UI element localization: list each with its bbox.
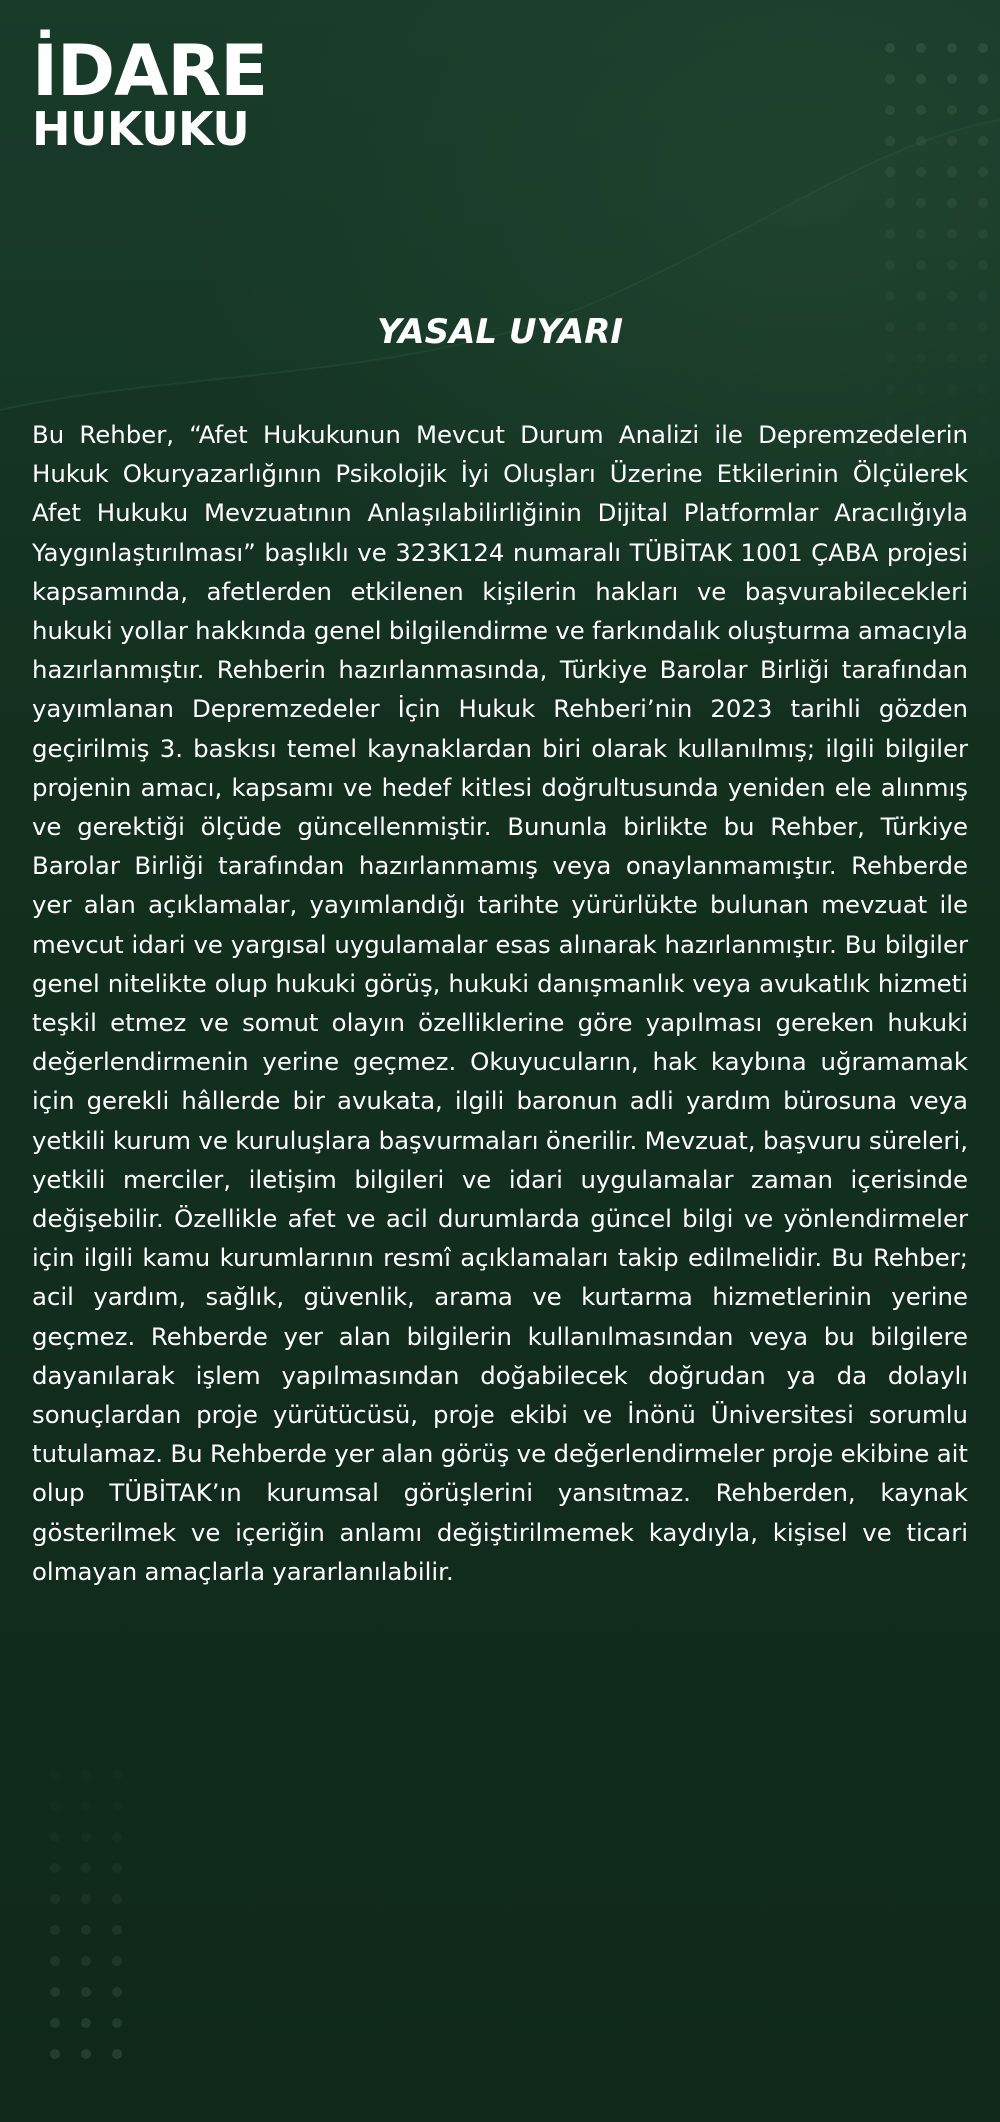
- decorative-dot: [112, 1770, 122, 1780]
- decorative-dot: [112, 1894, 122, 1904]
- decorative-dot: [916, 167, 926, 177]
- decorative-dot: [947, 291, 957, 301]
- decorative-dot: [112, 2018, 122, 2028]
- decorative-dot: [978, 43, 988, 53]
- decorative-dot: [916, 43, 926, 53]
- decorative-dot: [947, 353, 957, 363]
- dot-grid-bottom-left: [50, 1770, 122, 2059]
- decorative-dot: [112, 1832, 122, 1842]
- decorative-dot: [978, 446, 988, 456]
- decorative-dot: [112, 1863, 122, 1873]
- decorative-dot: [81, 1801, 91, 1811]
- decorative-dot: [916, 105, 926, 115]
- decorative-dot: [947, 167, 957, 177]
- decorative-dot: [885, 136, 895, 146]
- decorative-dot: [50, 2049, 60, 2059]
- disclaimer-paragraph: Bu Rehber, “Afet Hukukunun Mevcut Durum Analizi ile Depremzedelerin Hukuk Okuryazarlığının Psikolojik İyi Oluşları Üzerine Etkilerinin Ölçülerek Afet Hukuku Mevzuatının Anlaşılabilirliğinin Dijital Platformlar Aracılığıyla Yaygınlaştırılması” başlıklı ve 323K124 numaralı TÜBİTAK 1001 ÇABA projesi kapsamında, afetlerden etkilenen kişilerin hakları ve başvurabilecekleri hukuki yollar hakkında genel bilgilendirme ve farkındalık oluşturma amacıyla hazırlanmıştır. Rehberin hazırlanmasında, Türkiye Barolar Birliği tarafından yayımlanan Depremzedeler İçin Hukuk Rehberi’nin 2023 tarihli gözden geçirilmiş 3. baskısı temel kaynaklardan biri olarak kullanılmış; ilgili bilgiler projenin amacı, kapsamı ve hedef kitlesi doğrultusunda yeniden ele alınmış ve gerektiği ölçüde güncellenmiştir. Bununla birlikte bu Rehber, Türkiye Barolar Birliği tarafından hazırlanmamış veya onaylanmamıştır. Rehberde yer alan açıklamalar, yayımlandığı tarihte yürürlükte bulunan mevzuat ile mevcut idari ve yargısal uygulamalar esas alınarak hazırlanmıştır. Bu bilgiler genel nitelikte olup hukuki görüş, hukuki danışmanlık veya avukatlık hizmeti teşkil etmez ve somut olayın özelliklerine göre yapılması gereken hukuki değerlendirmenin yerine geçmez. Okuyucuların, hak kaybına uğramamak için gerekli hâllerde bir avukata, ilgili baronun adli yardım bürosuna veya yetkili kurum ve kuruluşlara başvurmaları önerilir. Mevzuat, başvuru süreleri, yetkili merciler, iletişim bilgileri ve idari uygulamalar zaman içerisinde değişebilir. Özellikle afet ve acil durumlarda güncel bilgi ve yönlendirmeler için ilgili kamu kurumlarının resmî açıklamaları takip edilmelidir. Bu Rehber; acil yardım, sağlık, güvenlik, arama ve kurtarma hizmetlerinin yerine geçmez. Rehberde yer alan bilgilerin kullanılmasından veya bu bilgilere dayanılarak işlem yapılmasından doğabilecek doğrudan ya da dolaylı sonuçlardan proje yürütücüsü, proje ekibi ve İnönü Üniversitesi sorumlu tutulamaz. Bu Rehberde yer alan görüş ve değerlendirmeler proje ekibine ait olup TÜBİTAK’ın kurumsal görüşlerini yansıtmaz. Rehberden, kaynak gösterilmek ve içeriğin anlamı değiştirilmemek kaydıyla, kişisel ve ticari olmayan amaçlarla yararlanılabilir.: [32, 420, 968, 1586]
- decorative-dot: [916, 74, 926, 84]
- decorative-dot: [50, 1925, 60, 1935]
- decorative-dot: [947, 105, 957, 115]
- decorative-dot: [885, 229, 895, 239]
- decorative-dot: [916, 136, 926, 146]
- decorative-dot: [978, 105, 988, 115]
- decorative-dot: [885, 105, 895, 115]
- decorative-dot: [885, 43, 895, 53]
- decorative-dot: [947, 43, 957, 53]
- decorative-dot: [885, 167, 895, 177]
- decorative-dot: [978, 136, 988, 146]
- decorative-dot: [81, 1894, 91, 1904]
- decorative-dot: [81, 1987, 91, 1997]
- decorative-dot: [81, 2018, 91, 2028]
- decorative-dot: [50, 1863, 60, 1873]
- decorative-dot: [885, 353, 895, 363]
- decorative-dot: [112, 1987, 122, 1997]
- decorative-dot: [81, 1956, 91, 1966]
- brand-logo: [32, 30, 268, 156]
- decorative-dot: [978, 353, 988, 363]
- decorative-dot: [916, 291, 926, 301]
- decorative-dot: [916, 229, 926, 239]
- decorative-dot: [50, 2018, 60, 2028]
- decorative-dot: [947, 384, 957, 394]
- decorative-dot: [81, 1863, 91, 1873]
- decorative-dot: [978, 74, 988, 84]
- decorative-dot: [947, 136, 957, 146]
- decorative-dot: [978, 198, 988, 208]
- decorative-dot: [978, 291, 988, 301]
- decorative-dot: [50, 1770, 60, 1780]
- decorative-dot: [885, 291, 895, 301]
- decorative-dot: [947, 74, 957, 84]
- decorative-dot: [112, 2049, 122, 2059]
- decorative-dot: [978, 167, 988, 177]
- decorative-dot: [81, 1770, 91, 1780]
- decorative-dot: [50, 1832, 60, 1842]
- decorative-dot: [885, 384, 895, 394]
- brand-logo-line2: HUKUKU: [32, 102, 250, 156]
- decorative-dot: [947, 260, 957, 270]
- decorative-dot: [885, 260, 895, 270]
- decorative-dot: [50, 1894, 60, 1904]
- brand-logo-line1: İDARE: [32, 30, 268, 112]
- decorative-dot: [916, 198, 926, 208]
- decorative-dot: [50, 1956, 60, 1966]
- decorative-dot: [81, 1832, 91, 1842]
- decorative-dot: [978, 229, 988, 239]
- decorative-dot: [916, 260, 926, 270]
- decorative-dot: [50, 1801, 60, 1811]
- decorative-dot: [978, 384, 988, 394]
- page-title: YASAL UYARI: [376, 312, 624, 352]
- decorative-dot: [916, 384, 926, 394]
- decorative-dot: [885, 198, 895, 208]
- decorative-dot: [50, 1987, 60, 1997]
- decorative-dot: [978, 260, 988, 270]
- decorative-dot: [112, 1801, 122, 1811]
- decorative-dot: [947, 229, 957, 239]
- decorative-dot: [885, 74, 895, 84]
- decorative-dot: [112, 1925, 122, 1935]
- decorative-dot: [112, 1956, 122, 1966]
- decorative-dot: [81, 1925, 91, 1935]
- decorative-dot: [947, 198, 957, 208]
- decorative-dot: [978, 415, 988, 425]
- decorative-dot: [81, 2049, 91, 2059]
- decorative-dot: [916, 353, 926, 363]
